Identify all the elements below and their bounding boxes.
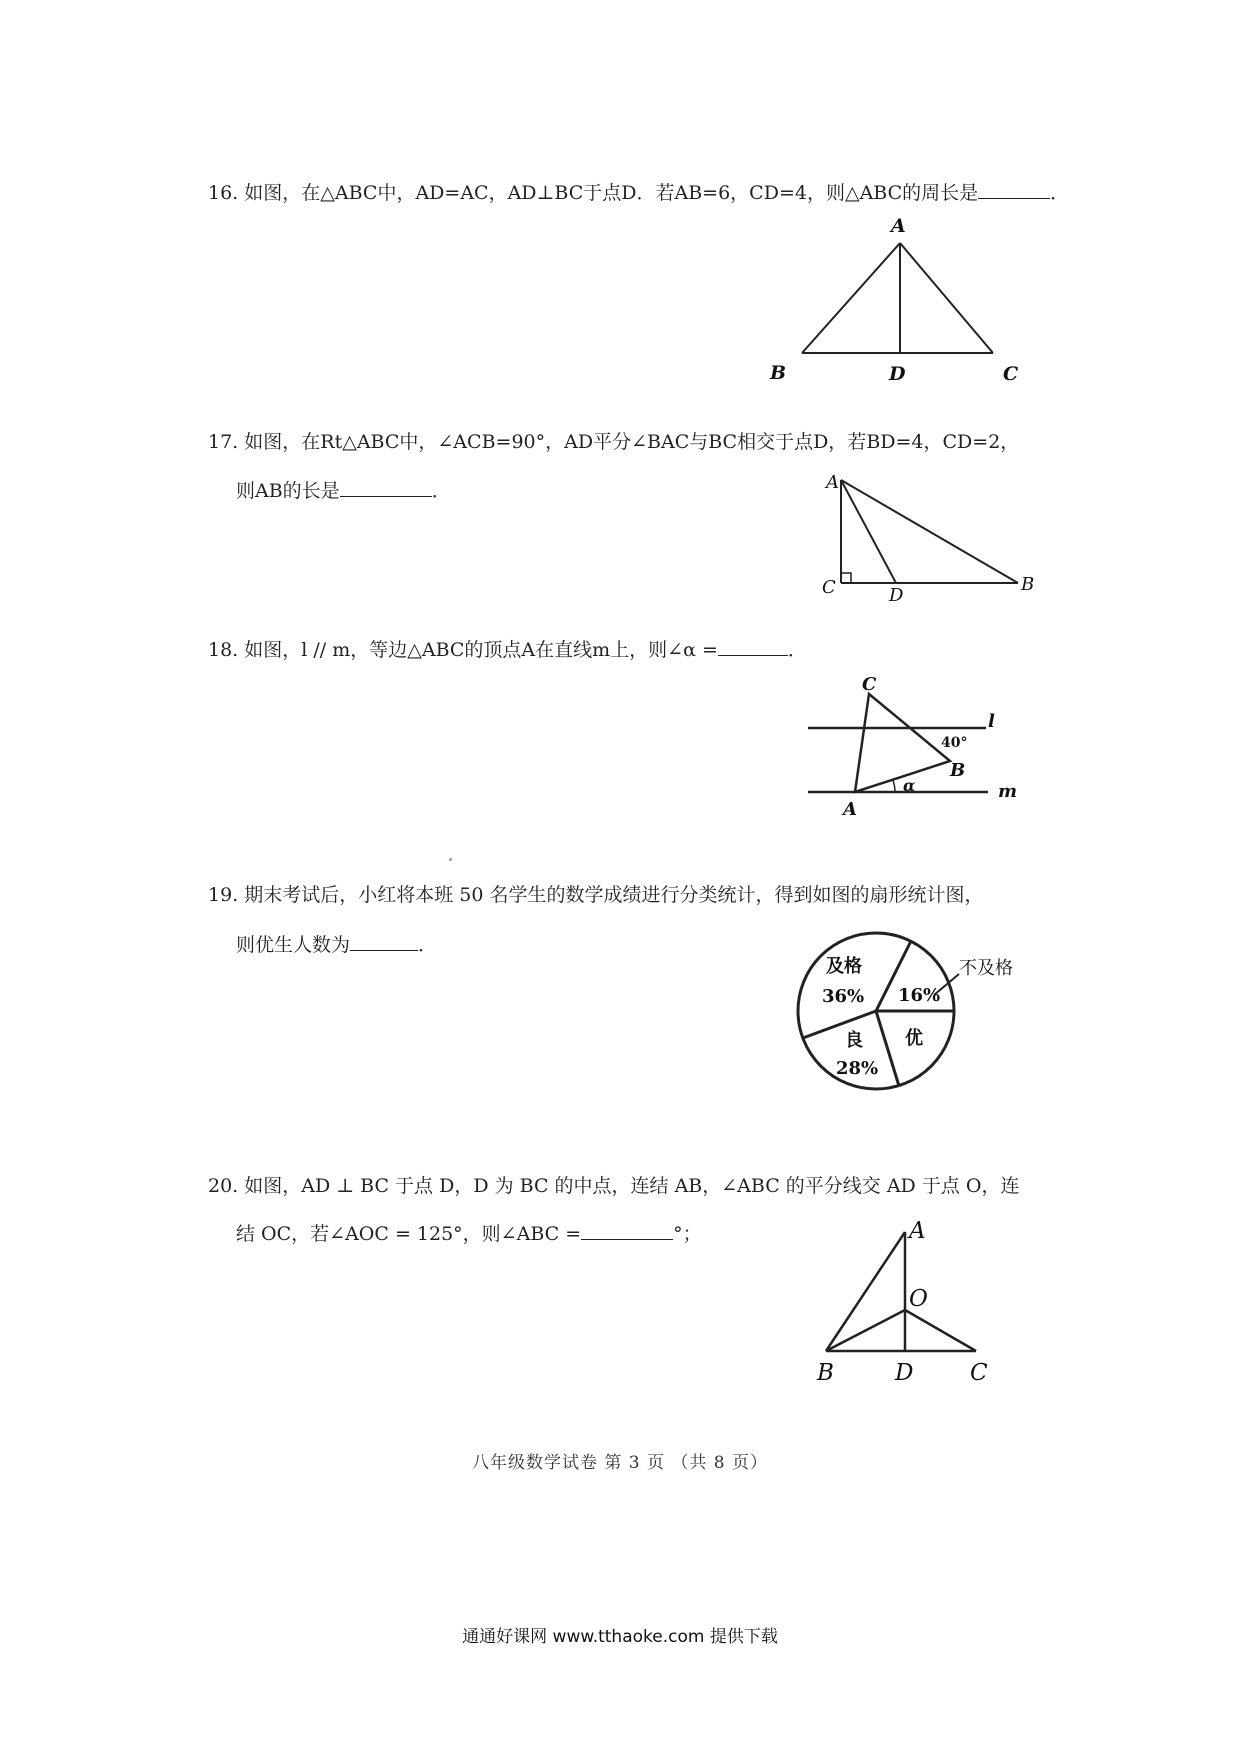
- label-d: D: [889, 585, 904, 606]
- question-19-line2: 则优生人数为 ．: [236, 934, 438, 956]
- label-m: m: [998, 781, 1018, 802]
- question-number: 16.: [208, 182, 239, 204]
- label-c: C: [970, 1360, 988, 1386]
- label-l: l: [988, 711, 995, 732]
- slice-label-excellent: 优: [905, 1028, 923, 1049]
- slice-label-pass: 及格: [826, 956, 862, 977]
- page-footer: 八年级数学试卷 第 3 页 （共 8 页）: [471, 1453, 769, 1473]
- question-number: 19.: [208, 884, 239, 906]
- slice-value-good: 28%: [836, 1058, 879, 1079]
- label-a: A: [909, 1218, 926, 1244]
- label-a: A: [891, 215, 906, 237]
- label-o: O: [909, 1286, 928, 1312]
- question-17-line2: 则AB的长是 ．: [236, 480, 451, 502]
- slice-label-good: 良: [845, 1030, 863, 1051]
- label-c: C: [822, 577, 836, 598]
- angle-40: 40°: [941, 735, 968, 751]
- slice-value-pass: 36%: [822, 986, 865, 1007]
- label-d: D: [895, 1360, 914, 1386]
- question-18: 18. 如图，l // m，等边△ABC的顶点A在直线m上，则∠α = ．: [208, 639, 807, 661]
- question-text: 期末考试后，小红将本班 50 名学生的数学成绩进行分类统计，得到如图的扇形统计图，: [244, 884, 984, 906]
- question-number: 17.: [208, 431, 239, 453]
- slice-label-fail: 不及格: [959, 958, 1013, 979]
- label-d: D: [889, 363, 906, 385]
- label-b: B: [770, 362, 787, 384]
- download-credit: 通通好课网 www.tthaoke.com 提供下载: [462, 1627, 778, 1647]
- label-c: C: [1003, 363, 1019, 385]
- question-text: 如图，AD ⊥ BC 于点 D，D 为 BC 的中点，连结 AB，∠ABC 的平分线交 AD 于点 O，连: [244, 1175, 1020, 1197]
- label-alpha: α: [903, 776, 916, 795]
- question-20-line2: 结 OC，若∠AOC = 125°，则∠ABC = °；: [236, 1223, 702, 1245]
- slice-value-fail: 16%: [898, 985, 941, 1006]
- question-number: 18.: [208, 639, 239, 661]
- label-a: A: [826, 472, 839, 493]
- question-text: 如图，在Rt△ABC中，∠ACB=90°，AD平分∠BAC与BC相交于点D，若BD=4，CD=2，: [244, 431, 1020, 453]
- question-16: 16. 如图，在△ABC中，AD=AC，AD⊥BC于点D．若AB=6，CD=4，则△ABC的周长是 ．: [208, 182, 1070, 204]
- question-text: 如图，l // m，等边△ABC的顶点A在直线m上，则∠α =: [244, 639, 718, 661]
- label-b: B: [1021, 574, 1035, 595]
- question-number: 20.: [208, 1175, 239, 1197]
- label-b: B: [817, 1360, 834, 1386]
- question-text: 如图，在△ABC中，AD=AC，AD⊥BC于点D．若AB=6，CD=4，则△ABC的周长是: [244, 182, 979, 204]
- label-b: B: [950, 760, 966, 781]
- label-a: A: [843, 799, 857, 820]
- label-c: C: [862, 674, 877, 695]
